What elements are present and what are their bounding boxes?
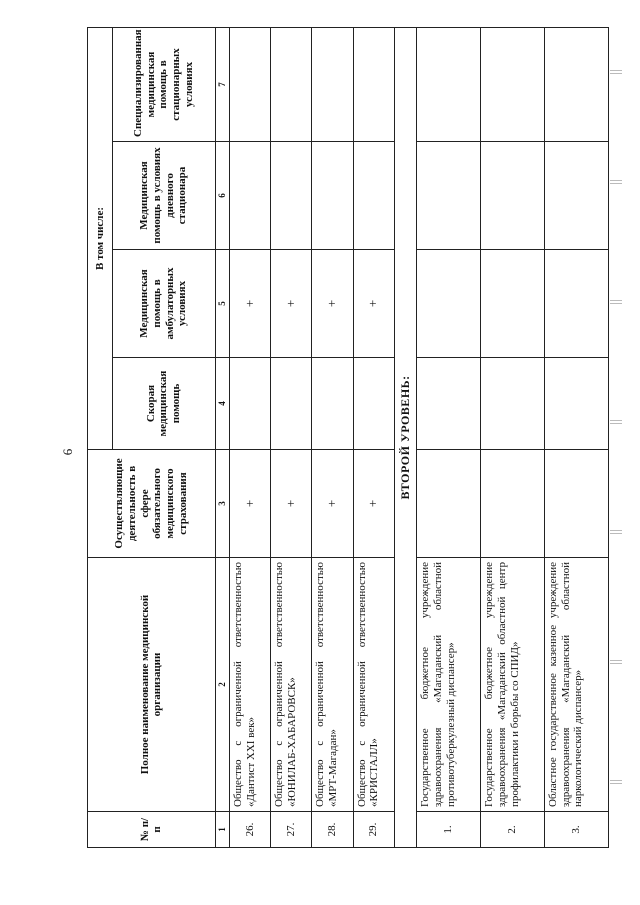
row-emergency bbox=[312, 358, 353, 450]
row-num: 27. bbox=[271, 812, 312, 848]
row-day-hospital bbox=[312, 142, 353, 250]
scan-mark bbox=[610, 660, 622, 672]
row-specialized bbox=[230, 27, 271, 141]
row-day-hospital bbox=[353, 142, 394, 250]
row-emergency bbox=[271, 358, 312, 450]
row-day-hospital bbox=[271, 142, 312, 250]
rotated-table-wrapper bbox=[87, 28, 609, 848]
empty-cell bbox=[545, 250, 609, 358]
row-num: 28. bbox=[312, 812, 353, 848]
row-specialized bbox=[271, 27, 312, 141]
row-num: 26. bbox=[230, 812, 271, 848]
header-num: № п/п bbox=[88, 812, 216, 848]
header-oms: Осуществляющие деятельность в сфере обязательного медицинского страхования bbox=[88, 450, 216, 558]
header-name: Полное наименование медицинской организации bbox=[88, 558, 216, 812]
table-row bbox=[271, 27, 312, 847]
section-title: ВТОРОЙ УРОВЕНЬ: bbox=[394, 27, 417, 847]
row-oms: + bbox=[230, 450, 271, 558]
column-index: 5 bbox=[215, 250, 229, 358]
row-day-hospital bbox=[230, 142, 271, 250]
table-row bbox=[545, 27, 609, 847]
column-index: 1 bbox=[215, 812, 229, 848]
row-num: 29. bbox=[353, 812, 394, 848]
row-oms: + bbox=[353, 450, 394, 558]
empty-cell bbox=[481, 142, 545, 250]
column-index: 7 bbox=[215, 27, 229, 141]
medical-organizations-table bbox=[87, 27, 609, 848]
row-name: Государственное бюджетное учреждение здравоохранения «Магаданский областной противотуберкулезный диспансер» bbox=[417, 558, 481, 812]
column-index: 2 bbox=[215, 558, 229, 812]
empty-cell bbox=[545, 142, 609, 250]
column-index: 6 bbox=[215, 142, 229, 250]
scan-mark bbox=[610, 300, 622, 312]
empty-cell bbox=[545, 27, 609, 141]
scan-mark bbox=[610, 70, 622, 82]
row-emergency bbox=[353, 358, 394, 450]
row-name: Общество с ограниченной ответственностью «ЮНИЛАБ-ХАБАРОВСК» bbox=[271, 558, 312, 812]
empty-cell bbox=[481, 27, 545, 141]
row-ambulatory: + bbox=[230, 250, 271, 358]
empty-cell bbox=[417, 450, 481, 558]
empty-cell bbox=[417, 142, 481, 250]
scan-mark bbox=[610, 420, 622, 432]
row-name: Государственное бюджетное учреждение здравоохранения «Магаданский областной центр профилактики и борьбы со СПИД» bbox=[481, 558, 545, 812]
table-row bbox=[230, 27, 271, 847]
header-day-hospital: Медицинская помощь в условиях дневного стационара bbox=[112, 142, 215, 250]
empty-cell bbox=[481, 250, 545, 358]
row-ambulatory: + bbox=[353, 250, 394, 358]
column-index: 4 bbox=[215, 358, 229, 450]
scan-mark bbox=[610, 180, 622, 192]
row-specialized bbox=[353, 27, 394, 141]
row-num: 1. bbox=[417, 812, 481, 848]
table-row bbox=[353, 27, 394, 847]
empty-cell bbox=[417, 27, 481, 141]
row-emergency bbox=[230, 358, 271, 450]
empty-cell bbox=[545, 358, 609, 450]
empty-cell bbox=[481, 450, 545, 558]
row-ambulatory: + bbox=[312, 250, 353, 358]
row-num: 3. bbox=[545, 812, 609, 848]
scan-mark bbox=[610, 780, 622, 792]
table-row bbox=[481, 27, 545, 847]
row-name: Общество с ограниченной ответственностью «Дантист XXI век» bbox=[230, 558, 271, 812]
row-name: Общество с ограниченной ответственностью «КРИСТАЛЛ» bbox=[353, 558, 394, 812]
table-row bbox=[312, 27, 353, 847]
row-ambulatory: + bbox=[271, 250, 312, 358]
column-index: 3 bbox=[215, 450, 229, 558]
row-specialized bbox=[312, 27, 353, 141]
header-ambulatory: Медицинская помощь в амбулаторных условиях bbox=[112, 250, 215, 358]
page-number: 6 bbox=[60, 448, 75, 456]
header-including: В том числе: bbox=[88, 27, 113, 449]
row-oms: + bbox=[312, 450, 353, 558]
row-oms: + bbox=[271, 450, 312, 558]
header-emergency: Скорая медицинская помощь bbox=[112, 358, 215, 450]
empty-cell bbox=[545, 450, 609, 558]
empty-cell bbox=[417, 358, 481, 450]
empty-cell bbox=[417, 250, 481, 358]
row-name: Областное государственное казенное учреждение здравоохранения «Магаданский областной наркологический диспансер» bbox=[545, 558, 609, 812]
scan-mark bbox=[610, 530, 622, 542]
row-name: Общество с ограниченной ответственностью «МРТ-Магадан» bbox=[312, 558, 353, 812]
row-num: 2. bbox=[481, 812, 545, 848]
header-specialized: Специализированная медицинская помощь в стационарных условиях bbox=[112, 27, 215, 141]
empty-cell bbox=[481, 358, 545, 450]
table-row bbox=[417, 27, 481, 847]
